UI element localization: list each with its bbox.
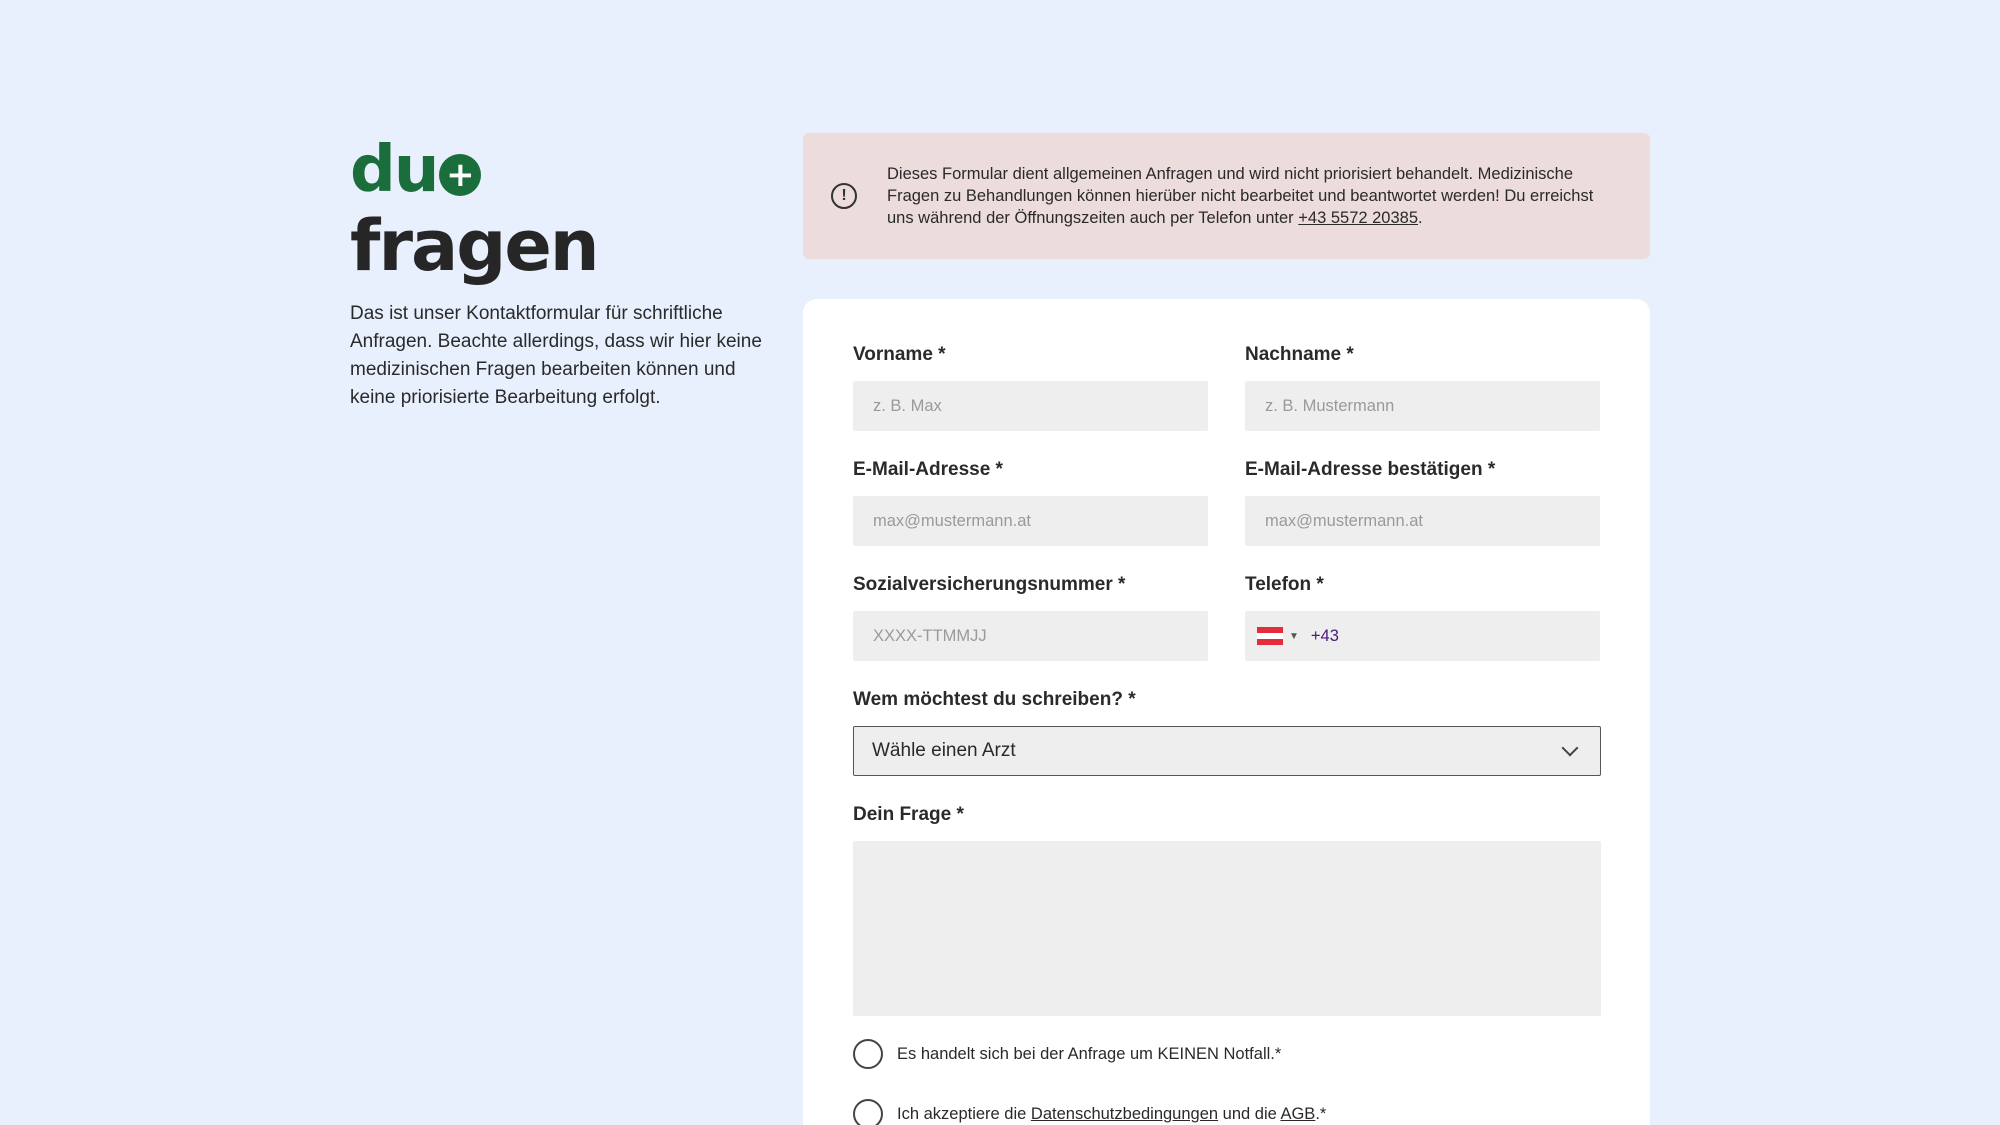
logo-plus-icon: + — [439, 154, 481, 196]
intro-column — [350, 133, 780, 412]
terms-suffix: .* — [1315, 1104, 1327, 1123]
no-emergency-label: Es handelt sich bei der Anfrage um KEINEN Notfall.* — [897, 1044, 1282, 1063]
ssn-input[interactable] — [853, 611, 1208, 661]
email-confirm-label: E-Mail-Adresse bestätigen * — [1245, 459, 1496, 480]
country-dropdown-icon[interactable]: ▼ — [1289, 630, 1299, 642]
phone-input[interactable] — [1245, 611, 1600, 661]
no-emergency-row — [853, 1039, 1281, 1069]
question-label: Dein Frage * — [853, 804, 964, 825]
question-group — [853, 803, 1601, 1016]
notice-text-before: Dieses Formular dient allgemeinen Anfragen und wird nicht priorisiert behandelt. Medizinische Fragen zu Behandlungen können hierüber nicht bearbeitet und beantwortet werden! Du erreichst uns während der Öffnungszeiten auch per Telefon unter — [887, 165, 1594, 227]
alert-circle-icon: ! — [831, 183, 857, 209]
recipient-group — [853, 688, 1601, 776]
firstname-group — [853, 343, 1208, 431]
email-confirm-input[interactable] — [1245, 496, 1600, 546]
chevron-down-icon — [1562, 740, 1579, 757]
phone-label: Telefon * — [1245, 574, 1324, 595]
no-emergency-checkbox[interactable] — [853, 1039, 883, 1069]
info-notice — [803, 133, 1650, 259]
lastname-group — [1245, 343, 1600, 431]
email-input[interactable] — [853, 496, 1208, 546]
lastname-input[interactable] — [1245, 381, 1600, 431]
email-label: E-Mail-Adresse * — [853, 459, 1003, 480]
notice-text-after: . — [1418, 209, 1423, 227]
terms-prefix: Ich akzeptiere die — [897, 1104, 1031, 1123]
terms-row — [853, 1099, 1326, 1125]
question-textarea[interactable] — [853, 841, 1601, 1016]
email-group — [853, 458, 1208, 546]
intro-text: Das ist unser Kontaktformular für schriftliche Anfragen. Beachte allerdings, dass wir hier keine medizinischen Fragen bearbeiten können und keine priorisierte Bearbeitung erfolgt. — [350, 303, 762, 408]
terms-middle: und die — [1218, 1104, 1281, 1123]
email-confirm-group — [1245, 458, 1600, 546]
logo-text: du — [350, 133, 438, 207]
notice-text — [887, 163, 1606, 229]
austria-flag-icon[interactable] — [1257, 627, 1283, 645]
logo — [350, 133, 780, 207]
agb-link[interactable]: AGB — [1280, 1104, 1316, 1123]
doctor-select[interactable] — [853, 726, 1601, 776]
privacy-link[interactable]: Datenschutzbedingungen — [1030, 1104, 1219, 1123]
contact-form — [803, 299, 1650, 1125]
terms-checkbox[interactable] — [853, 1099, 883, 1125]
lastname-label: Nachname * — [1245, 344, 1354, 365]
phone-link[interactable]: +43 5572 20385 — [1298, 209, 1419, 227]
doctor-select-value: Wähle einen Arzt — [872, 740, 1016, 761]
firstname-label: Vorname * — [853, 344, 946, 365]
recipient-label: Wem möchtest du schreiben? * — [853, 689, 1136, 710]
ssn-group — [853, 573, 1208, 661]
page-title: fragen — [350, 205, 598, 287]
terms-label — [897, 1105, 1326, 1124]
phone-group — [1245, 573, 1600, 661]
firstname-input[interactable] — [853, 381, 1208, 431]
phone-country-code: +43 — [1310, 626, 1339, 645]
ssn-label: Sozialversicherungsnummer * — [853, 574, 1126, 595]
